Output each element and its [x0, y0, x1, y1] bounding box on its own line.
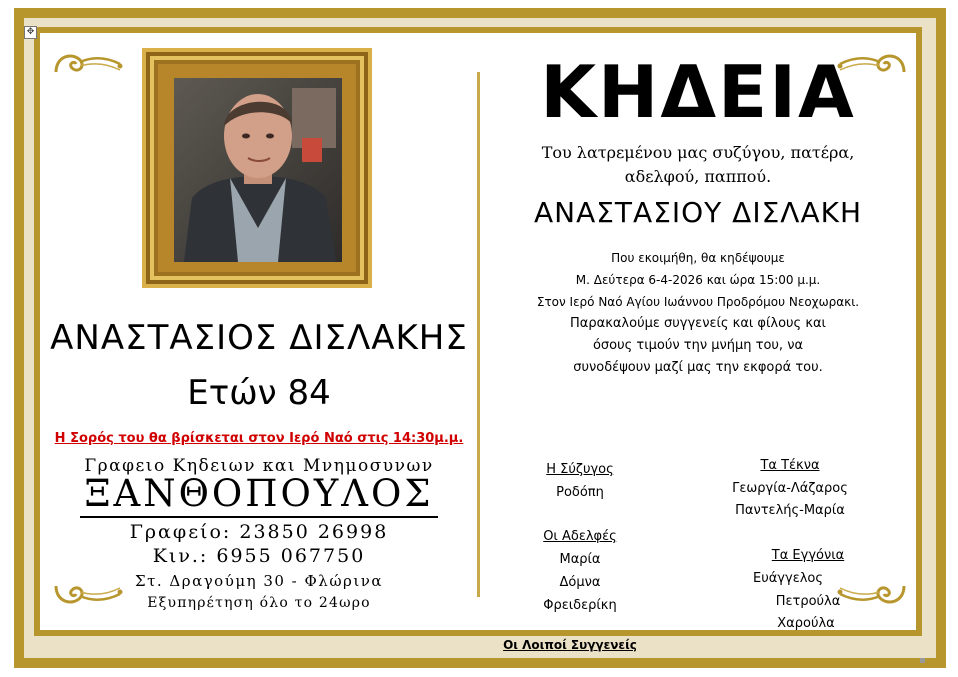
- mobile-phone: Κιν.: 6955 067750: [152, 545, 366, 567]
- notice-line: Μ. Δεύτερα 6-4-2026 και ώρα 15:00 μ.μ.: [575, 273, 821, 287]
- spouse-heading: Η Σύζυγος: [546, 462, 614, 477]
- notice-line: συνοδέψουν μαζί μας την εκφορά του.: [573, 360, 823, 375]
- grandchild-name: Ευάγγελος: [753, 571, 823, 586]
- funeral-title: ΚΗΔΕΙΑ: [540, 50, 856, 134]
- children-heading: Τα Τέκνα: [760, 458, 820, 473]
- grandchild-name: Χαρούλα: [777, 616, 835, 631]
- sibling-name: Μαρία: [559, 552, 601, 567]
- coffin-notice: Η Σορός του θα βρίσκεται στον Ιερό Ναό στις 14:30μ.μ.: [54, 431, 464, 446]
- deceased-name: ΑΝΑΣΤΑΣΙΟΣ ΔΙΣΛΑΚΗΣ: [50, 318, 468, 358]
- grandchild-name: Πετρούλα: [775, 594, 841, 609]
- portrait-photo: [174, 78, 342, 262]
- other-relatives-heading: Οι Λοιποί Συγγενείς: [503, 638, 637, 652]
- sibling-name: Δόμνα: [559, 575, 601, 590]
- grandchildren-heading: Τα Εγγόνια: [771, 548, 845, 563]
- notice-line: όσους τιμούν την μνήμη του, να: [592, 338, 804, 353]
- notice-line: Που εκοιμήθη, θα κηδέψουμε: [611, 251, 785, 265]
- spouse-name: Ροδόπη: [556, 485, 604, 500]
- tribute-line: Του λατρεμένου μας συζύγου, πατέρα,: [541, 143, 855, 162]
- siblings-heading: Οι Αδελφές: [543, 529, 617, 544]
- deceased-name-genitive: ΑΝΑΣΤΑΣΙΟΥ ΔΙΣΛΑΚΗ: [533, 196, 863, 229]
- ornament-top-left-icon: [50, 46, 124, 80]
- deceased-age: Ετών 84: [187, 373, 331, 413]
- funeral-office-header: Γραφειο Κηδειων και Μνημοσυνων: [84, 456, 434, 476]
- office-phone: Γραφείο: 23850 26998: [129, 521, 389, 543]
- sibling-name: Φρειδερίκη: [543, 598, 617, 613]
- office-address: Στ. Δραγούμη 30 - Φλώρινα: [134, 572, 383, 590]
- notice-line: Στον Ιερό Ναό Αγίου Ιωάννου Προδρόμου Νεοχωρακι.: [536, 295, 860, 309]
- tribute-line: αδελφού, παππού.: [624, 167, 772, 186]
- office-hours: Εξυπηρέτηση όλο το 24ωρο: [147, 595, 371, 611]
- funeral-office-name: ΞΑΝΘΟΠΟΥΛΟΣ: [80, 472, 438, 518]
- child-name: Παντελής-Μαρία: [735, 503, 845, 518]
- notice-line: Παρακαλούμε συγγενείς και φίλους και: [570, 316, 826, 331]
- resize-handle-icon[interactable]: [920, 658, 925, 663]
- child-name: Γεωργία-Λάζαρος: [732, 481, 848, 496]
- move-anchor-icon[interactable]: ✥: [24, 26, 37, 39]
